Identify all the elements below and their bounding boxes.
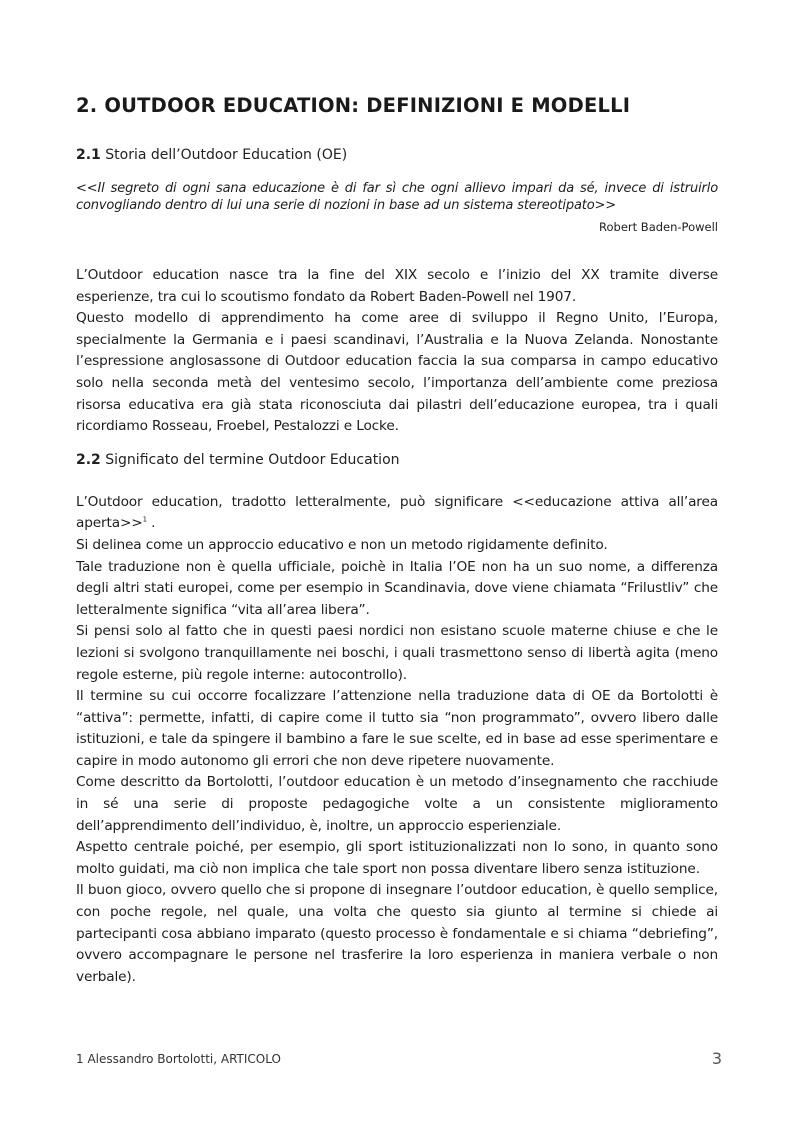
section-heading-2-1 (76, 145, 718, 165)
paragraph-intro (76, 492, 718, 535)
page-number: 3 (711, 1049, 722, 1068)
intro-end: . (151, 515, 156, 532)
paragraph: Il termine su cui occorre focalizzare l’attenzione nella traduzione data di OE da Bortolotti è “attiva”: permette, infatti, di capire come il tutto sia “non programmato”, ovvero libero dalle istituzioni, e tale da spingere il bambino a fare le sue scelte, ed in base ad esse sperimentare e capire in modo autonomo gli errori che non deve ripetere nuovamente. (76, 688, 718, 769)
paragraph: Si delinea come un approccio educativo e non un metodo rigidamente definito. (76, 536, 608, 553)
paragraph: Tale traduzione non è quella ufficiale, poichè in Italia l’OE non ha un suo nome, a differenza degli altri stati europei, come per esempio in Scandinavia, dove viene chiamata “Frilustliv” che letteralmente significa “vita all’area libera”. (76, 558, 718, 618)
section-2-2-body (76, 492, 718, 989)
chapter-title: 2. OUTDOOR EDUCATION: DEFINIZIONI E MODELLI (76, 94, 631, 117)
paragraph: L’Outdoor education nasce tra la fine del XIX secolo e l’inizio del XX tramite diverse esperienze, tra cui lo scoutismo fondato da Robert Baden-Powell nel 1907. (76, 267, 718, 305)
section-title: Significato del termine Outdoor Education (105, 451, 400, 468)
paragraph: Aspetto centrale poiché, per esempio, gli sport istituzionalizzati non lo sono, in quanto sono molto guidati, ma ciò non implica che tale sport non possa diventare libero senza istituzione. (76, 839, 718, 877)
document-page (76, 94, 718, 988)
section-title: Storia dell’Outdoor Education (OE) (105, 147, 348, 163)
paragraph: Si pensi solo al fatto che in questi paesi nordici non esistano scuole materne chiuse e che le lezioni si svolgono tranquillamente nei boschi, i quali trasmettono senso di libertà agita (meno regole esterne, più regole interne: autocontrollo). (76, 623, 718, 683)
section-2-1-body (76, 265, 718, 438)
paragraph: Il buon gioco, ovvero quello che si propone di insegnare l’outdoor education, è quello semplice, con poche regole, nel quale, una volta che questo sia giunto al termine si chiede ai partecipanti cosa abbiano imparato (questo processo è fondamentale e si chiama “debriefing”, ovvero accompagnare le persone nel trasferire la loro esperienza in maniera verbale o non verbale). (76, 882, 718, 985)
footnote-reference[interactable]: 1 (142, 515, 147, 524)
epigraph-quote: <<Il segreto di ogni sana educazione è di far sì che ogni allievo impari da sé, invece di istruirlo convogliando dentro di lui una serie di nozioni in base ad un sistema stereotipato>> (76, 181, 718, 213)
section-number: 2.1 (76, 147, 101, 163)
section-heading-2-2 (76, 450, 718, 470)
intro-text: L’Outdoor education, tradotto letteralmente, può significare <<educazione attiva all’area aperta>> (76, 493, 718, 532)
footnote: 1 Alessandro Bortolotti, ARTICOLO (76, 1052, 281, 1066)
paragraph: Questo modello di apprendimento ha come aree di sviluppo il Regno Unito, l’Europa, specialmente la Germania e i paesi scandinavi, l’Australia e la Nuova Zelanda. Nonostante l’espressione anglosassone di Outdoor education faccia la sua comparsa in campo educativo solo nella seconda metà del ventesimo secolo, l’importanza dell’ambiente come preziosa risorsa educativa era già stata riconosciuta dai pilastri dell’educazione europea, tra i quali ricordiamo Rosseau, Froebel, Pestalozzi e Locke. (76, 310, 718, 435)
quote-author: Robert Baden-Powell (599, 220, 718, 234)
paragraph: Come descritto da Bortolotti, l’outdoor education è un metodo d’insegnamento che racchiude in sé una serie di proposte pedagogiche volte a un consistente miglioramento dell’apprendimento dell’individuo, è, inoltre, un approccio esperienziale. (76, 774, 718, 834)
section-number: 2.2 (76, 451, 101, 468)
